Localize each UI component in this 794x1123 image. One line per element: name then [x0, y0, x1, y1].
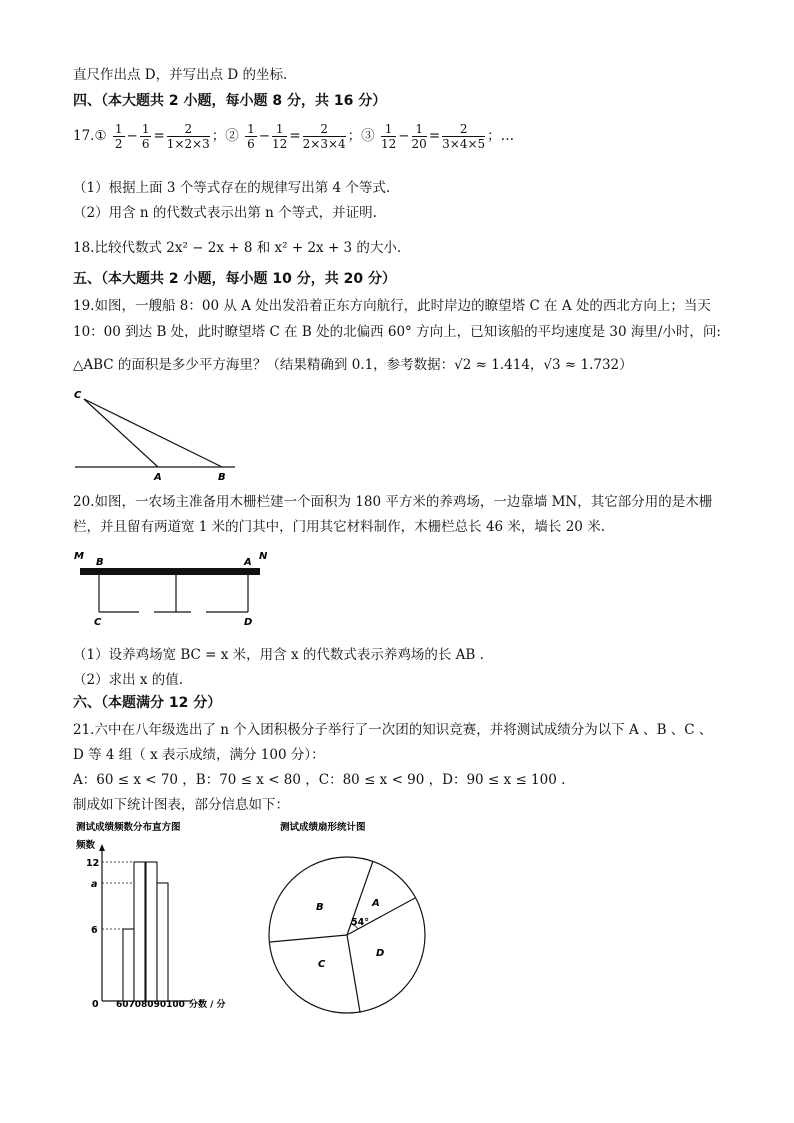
- segment-cb: [84, 399, 222, 467]
- wall-mn: [80, 568, 260, 575]
- label-d: D: [244, 617, 253, 628]
- section6-heading: 六、（本题满分 12 分）: [73, 695, 222, 711]
- label-n: N: [259, 551, 268, 562]
- slice-d-label: D: [376, 948, 385, 959]
- q17-sub2: （2）用含 n 的代数式表示出第 n 个等式，并证明.: [73, 205, 377, 221]
- q21-line4: 制成如下统计图表，部分信息如下：: [73, 797, 289, 813]
- histogram-xlabel: 分数 / 分: [189, 1000, 226, 1010]
- angle-label: 54°: [351, 917, 369, 928]
- q17-sub1: （1）根据上面 3 个等式存在的规律写出第 4 个等式.: [73, 180, 391, 196]
- section4-heading: 四、（本大题共 2 小题，每小题 8 分，共 16 分）: [73, 93, 387, 109]
- q19-line3: △ABC 的面积是多少平方海里？（结果精确到 0.1，参考数据：√2 ≈ 1.414，√3 ≈ 1.732）: [73, 357, 633, 373]
- label-b: B: [218, 472, 226, 483]
- pie-chart: [262, 818, 432, 1018]
- q17-prefix: 17.①: [73, 128, 107, 144]
- bar-70-80: [134, 862, 145, 1001]
- q21-line3: A：60 ≤ x < 70 ，B：70 ≤ x < 80 ，C：80 ≤ x < 90 ，D：90 ≤ x ≤ 100 .: [73, 772, 566, 788]
- q19-line1: 19.如图，一艘船 8：00 从 A 处出发沿着正东方向航行，此时岸边的瞭望塔 C 在 A 处的西北方向上；当天: [73, 298, 711, 314]
- bar-80-90: [146, 862, 157, 1001]
- segment-ca: [84, 399, 158, 467]
- histogram-title: 测试成绩频数分布直方图: [76, 822, 181, 833]
- q20-sub1: （1）设养鸡场宽 BC = x 米，用含 x 的代数式表示养鸡场的长 AB .: [73, 647, 484, 663]
- bar-60-70: [123, 929, 134, 1001]
- label-a: A: [154, 472, 162, 483]
- q20-fence-figure: [72, 545, 272, 630]
- frequency-histogram: [72, 818, 247, 1018]
- top-line: 直尺作出点 D，并写出点 D 的坐标.: [73, 67, 288, 83]
- slice-b-label: B: [316, 902, 324, 913]
- ytick-12: 12: [86, 858, 100, 869]
- q18: 18.比较代数式 2x² − 2x + 8 和 x² + 2x + 3 的大小.: [73, 240, 402, 256]
- q19-triangle-figure: [70, 385, 240, 485]
- slice-a-label: A: [372, 898, 380, 909]
- origin-label: 0: [92, 999, 99, 1010]
- q20-line2: 栏，并且留有两道宽 1 米的门其中，门用其它材料制作，木栅栏总长 46 米，墙长 20 米.: [73, 519, 605, 535]
- q21-line2: D 等 4 组（ x 表示成绩，满分 100 分）：: [73, 747, 325, 763]
- q19-line2: 10：00 到达 B 处，此时瞭望塔 C 在 B 处的北偏西 60° 方向上，已知该船的平均速度是 30 海里/小时，问:: [73, 324, 721, 340]
- label-c: C: [74, 390, 82, 401]
- y-axis-arrow: [99, 844, 105, 851]
- pie-title: 测试成绩扇形统计图: [280, 822, 366, 833]
- histogram-ylabel: 频数: [76, 840, 96, 851]
- section5-heading: 五、（本大题共 2 小题，每小题 10 分，共 20 分）: [73, 271, 396, 287]
- label-c: C: [94, 617, 102, 628]
- ytick-6: 6: [91, 925, 98, 936]
- q17-equations: 17.① $\frac{1}{2}$ − $\frac{1}{6}$ = $\frac{2}{1\times 2\times 3}$ ；② $\frac{1}{6}$ − $\frac{1}{12}$ = $\frac{2}{2\times 3\times 4}$ ；③ $\frac{1}{12}$ − $\frac{1}{20}$ = $\frac{2}{3\times 4\times 5}$ ；…: [73, 122, 515, 151]
- slice-c-label: C: [318, 959, 326, 970]
- q20-line1: 20.如图，一农场主准备用木栅栏建一个面积为 180 平方米的养鸡场，一边靠墙 MN，其它部分用的是木栅: [73, 494, 713, 510]
- q21-line1: 21.六中在八年级选出了 n 个入团积极分子举行了一次团的知识竞赛，并将测试成绩分为以下 A 、B 、C 、: [73, 722, 713, 738]
- xtick-labels: 60708090100: [116, 1000, 185, 1010]
- label-b: B: [96, 557, 104, 568]
- label-a: A: [244, 557, 252, 568]
- label-m: M: [74, 551, 84, 562]
- q20-sub2: （2）求出 x 的值.: [73, 672, 184, 688]
- ytick-a: a: [91, 879, 98, 890]
- bar-90-100: [157, 883, 168, 1001]
